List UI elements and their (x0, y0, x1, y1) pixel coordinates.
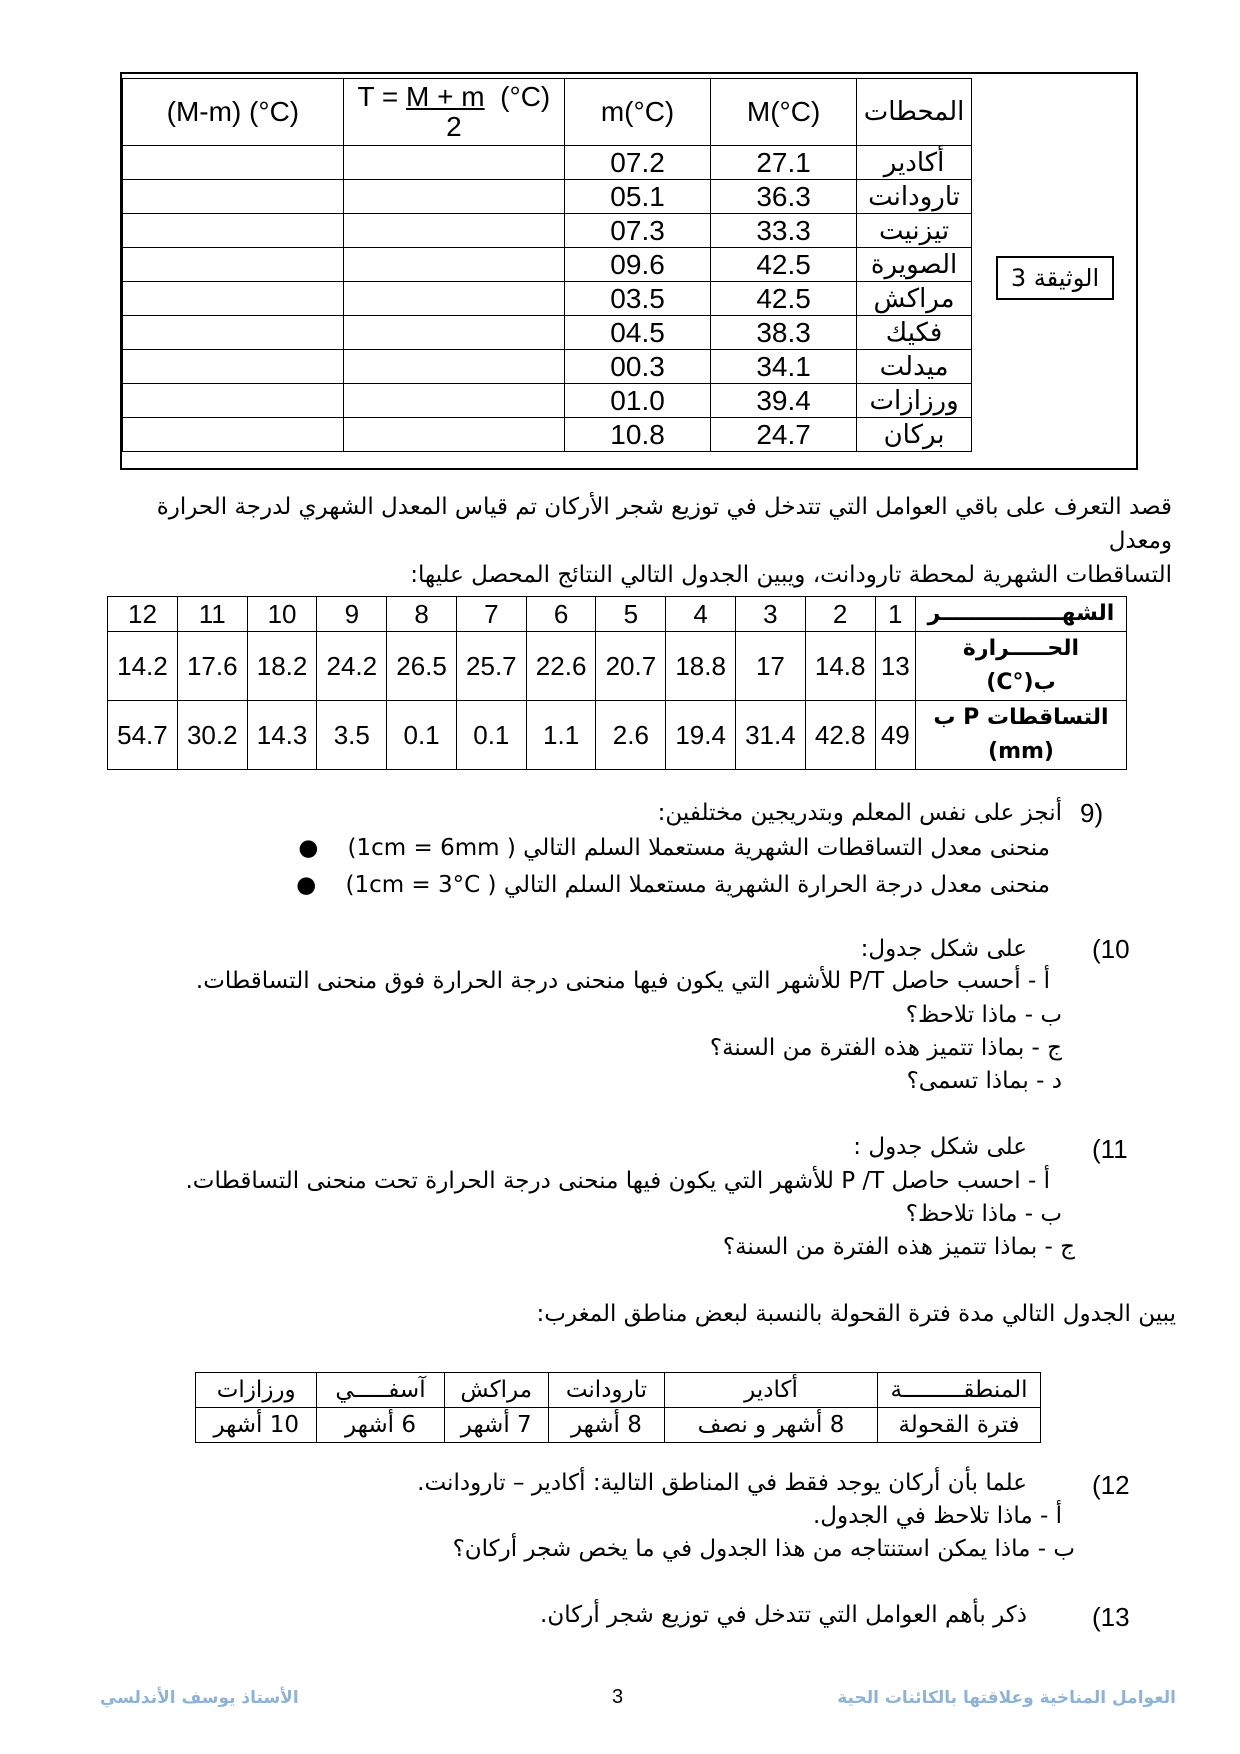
min-cell: 07.3 (565, 214, 711, 248)
q10-c: ج - بماذا تتميز هذه الفترة من السنة؟ (709, 1035, 1062, 1061)
q9-text: أنجز على نفس المعلم وبتدريجين مختلفين: (657, 800, 1062, 826)
regions-row: المنطقـــــــــة أكادير تارودانت مراكش آسفـــــي ورزازات (196, 1373, 1041, 1408)
min-cell: 03.5 (565, 282, 711, 316)
min-cell: 05.1 (565, 180, 711, 214)
intro-paragraph: قصد التعرف على باقي العوامل التي تتدخل في توزيع شجر الأركان تم قياس المعدل الشهري لدرجة الحرارة ومعدل التساقطات الشهرية لمحطة تارودانت، ويبين الجدول التالي النتائج المحصل عليها: (156, 494, 1172, 588)
q10-d: د - بماذا تسمى؟ (906, 1068, 1062, 1094)
region-label: المنطقـــــــــة (878, 1373, 1041, 1408)
q9-number: 9) (1080, 798, 1104, 828)
q11-c: ج - بماذا تتميز هذه الفترة من السنة؟ (722, 1234, 1075, 1260)
q10-number: (10 (1092, 934, 1130, 964)
station-cell: أكادير (857, 146, 972, 180)
months-row: الشهــــــــــــــــر 1 2 3 4 5 6 7 8 9 10 11 12 (108, 597, 1127, 632)
period-label: فترة القحولة (878, 1408, 1041, 1443)
header-min: m(°C) (565, 79, 711, 146)
max-cell: 36.3 (711, 180, 857, 214)
station-cell: مراكش (857, 282, 972, 316)
temperature-row: الحـــــرارة ب(°C) 13 14.8 17 18.8 20.7 22.6 25.7 26.5 24.2 18.2 17.6 14.2 (108, 632, 1127, 701)
header-diff: (M-m) (°C) (123, 79, 344, 146)
min-cell: 00.3 (565, 350, 711, 384)
max-cell: 38.3 (711, 316, 857, 350)
table-row (123, 350, 972, 384)
table-row (123, 316, 972, 350)
max-cell: 27.1 (711, 146, 857, 180)
station-cell: بركان (857, 418, 972, 452)
table-row (123, 214, 972, 248)
page-number: 3 (612, 1686, 624, 1708)
max-cell: 42.5 (711, 248, 857, 282)
table-row (123, 384, 972, 418)
min-cell: 07.2 (565, 146, 711, 180)
min-cell: 04.5 (565, 316, 711, 350)
stations-temperature-table (122, 78, 972, 452)
drought-table (195, 1372, 1041, 1443)
footer-title: العوامل المناخية وعلاقتها بالكائنات الحية (837, 1688, 1176, 1708)
climate-table (107, 596, 1127, 770)
station-cell: ورزازات (857, 384, 972, 418)
max-cell: 34.1 (711, 350, 857, 384)
q10-a: أ - أحسب حاصل P/T للأشهر التي يكون فيها منحنى درجة الحرارة فوق منحنى التساقطات. (195, 968, 1050, 994)
periods-row: فترة القحولة 8 أشهر و نصف 8 أشهر 7 أشهر 6 أشهر 10 أشهر (196, 1408, 1041, 1443)
max-cell: 39.4 (711, 384, 857, 418)
month-label: الشهــــــــــــــــر (916, 597, 1127, 632)
table-header-row (123, 79, 972, 146)
document-label: الوثيقة 3 (996, 256, 1114, 300)
max-cell: 42.5 (711, 282, 857, 316)
min-cell: 10.8 (565, 418, 711, 452)
q13-number: (13 (1092, 1602, 1130, 1632)
max-cell: 33.3 (711, 214, 857, 248)
q12-number: (12 (1092, 1470, 1130, 1500)
max-cell: 24.7 (711, 418, 857, 452)
q11-text: على شكل جدول : (853, 1134, 1027, 1160)
table-row (123, 282, 972, 316)
q11-b: ب - ماذا تلاحظ؟ (905, 1201, 1062, 1227)
q9-bullet-1: منحنى معدل التساقطات الشهرية مستعملا السلم التالي ( 1cm = 6mm) ● (298, 835, 1050, 861)
header-station: المحطات (857, 79, 972, 146)
q12-a: أ - ماذا تلاحظ في الجدول. (813, 1503, 1062, 1529)
precipitation-row: التساقطات P ب (mm) 49 42.8 31.4 19.4 2.6 1.1 0.1 0.1 3.5 14.3 30.2 54.7 (108, 701, 1127, 770)
footer-author: الأستاذ يوسف الأندلسي (100, 1688, 299, 1708)
drought-intro: يبين الجدول التالي مدة فترة القحولة بالنسبة لبعض مناطق المغرب: (536, 1301, 1176, 1327)
header-max: M(°C) (711, 79, 857, 146)
q10-text: على شكل جدول: (860, 936, 1027, 962)
table-row (123, 418, 972, 452)
table-row (123, 146, 972, 180)
min-cell: 01.0 (565, 384, 711, 418)
station-cell: تيزنيت (857, 214, 972, 248)
min-cell: 09.6 (565, 248, 711, 282)
q11-number: (11 (1092, 1134, 1128, 1164)
q12-text: علما بأن أركان يوجد فقط في المناطق التالية: أكادير – تارودانت. (417, 1470, 1027, 1496)
q10-b: ب - ماذا تلاحظ؟ (905, 1002, 1062, 1028)
q9-bullet-2: منحنى معدل درجة الحرارة الشهرية مستعملا السلم التالي ( 1cm = 3°C) ● (296, 872, 1050, 898)
table-row (123, 180, 972, 214)
station-cell: فكيك (857, 316, 972, 350)
precipitation-label: التساقطات P ب (mm) (916, 701, 1127, 770)
q13-text: ذكر بأهم العوامل التي تتدخل في توزيع شجر أركان. (540, 1602, 1027, 1628)
station-cell: تارودانت (857, 180, 972, 214)
table-row (123, 248, 972, 282)
station-cell: ميدلت (857, 350, 972, 384)
q11-a: أ - احسب حاصل P /T للأشهر التي يكون فيها منحنى درجة الحرارة تحت منحنى التساقطات. (185, 1168, 1050, 1194)
header-average: T = M + m (°C) 2 (343, 79, 564, 146)
temperature-label: الحـــــرارة ب(°C) (916, 632, 1127, 701)
q12-b: ب - ماذا يمكن استنتاجه من هذا الجدول في ما يخص شجر أركان؟ (452, 1536, 1075, 1562)
station-cell: الصويرة (857, 248, 972, 282)
